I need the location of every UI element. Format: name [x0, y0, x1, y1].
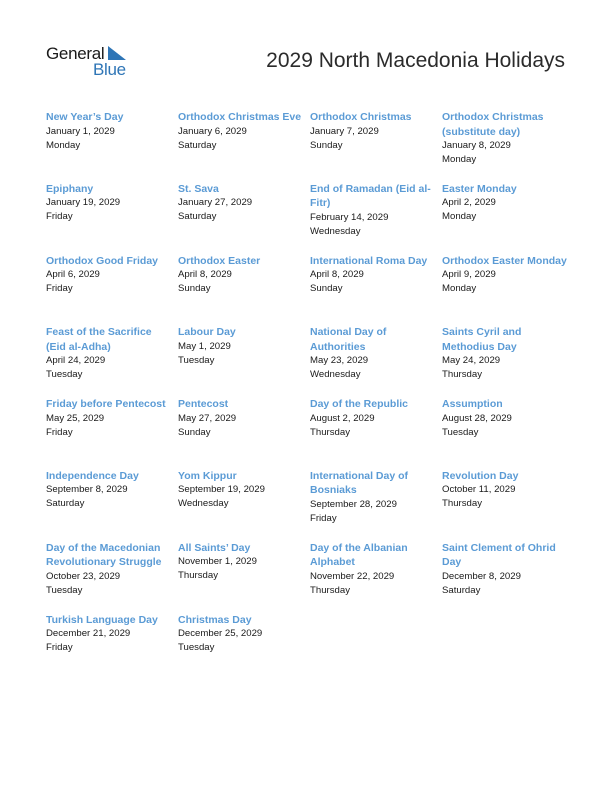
holiday-entry — [46, 539, 178, 611]
holiday-date: January 19, 2029 — [46, 197, 121, 209]
holiday-name: Revolution Day — [442, 469, 519, 482]
holiday-entry — [46, 611, 178, 683]
holiday-name: Day of the Albanian Alphabet — [310, 541, 408, 569]
holiday-name: End of Ramadan (Eid al-Fitr) — [310, 182, 431, 210]
holiday-date: September 19, 2029 — [178, 484, 265, 496]
holiday-weekday: Thursday — [310, 426, 350, 438]
holiday-weekday: Tuesday — [46, 369, 83, 381]
holiday-weekday: Monday — [442, 154, 477, 165]
holiday-weekday: Sunday — [310, 283, 343, 295]
holiday-name: Easter Monday — [442, 182, 517, 195]
holiday-name: Christmas Day — [178, 613, 252, 626]
holiday-entry — [178, 180, 310, 252]
logo-text-blue: Blue — [93, 60, 126, 79]
holiday-date: September 8, 2029 — [46, 484, 128, 496]
holiday-name: All Saints’ Day — [178, 541, 251, 554]
holiday-entry — [178, 395, 310, 467]
holiday-weekday: Thursday — [178, 570, 218, 582]
holiday-entry — [178, 467, 310, 539]
holiday-name: Epiphany — [46, 182, 94, 195]
holiday-name: International Roma Day — [310, 254, 428, 267]
holiday-entry — [442, 180, 574, 252]
holiday-weekday: Sunday — [178, 426, 211, 438]
holiday-date: April 8, 2029 — [178, 269, 232, 281]
holiday-name: New Year’s Day — [46, 111, 124, 123]
holiday-entry — [310, 467, 442, 539]
holiday-weekday: Thursday — [442, 369, 482, 381]
holiday-entry — [442, 108, 574, 180]
holiday-weekday: Tuesday — [46, 584, 83, 596]
holiday-date: November 1, 2029 — [178, 556, 257, 568]
holiday-name: Friday before Pentecost — [46, 398, 166, 411]
holiday-entry — [310, 180, 442, 252]
holiday-name: Orthodox Christmas Eve — [178, 111, 302, 123]
holiday-date: October 11, 2029 — [442, 484, 516, 496]
holiday-date: May 25, 2029 — [46, 412, 105, 424]
holiday-date: May 1, 2029 — [178, 340, 231, 352]
holiday-entry — [442, 539, 574, 611]
holiday-entry — [46, 252, 178, 324]
holiday-entry — [178, 252, 310, 324]
holiday-date: April 8, 2029 — [310, 269, 364, 281]
holiday-name: Pentecost — [178, 398, 229, 411]
holiday-name: Day of the Republic — [310, 398, 409, 411]
holiday-name: Yom Kippur — [178, 469, 237, 482]
holiday-weekday: Saturday — [178, 211, 217, 223]
holiday-name: Orthodox Christmas (substitute day) — [442, 111, 544, 138]
holiday-name: Orthodox Easter Monday — [442, 254, 567, 267]
holiday-weekday: Tuesday — [178, 354, 215, 366]
holiday-entry — [310, 539, 442, 611]
holiday-name: Assumption — [442, 398, 503, 411]
holiday-entry — [178, 611, 310, 683]
holiday-date: January 7, 2029 — [310, 125, 379, 137]
holiday-date: May 24, 2029 — [442, 355, 501, 367]
holiday-date: November 22, 2029 — [310, 570, 395, 582]
holiday-entry — [442, 467, 574, 539]
holiday-weekday: Monday — [46, 139, 81, 151]
holiday-weekday: Monday — [442, 283, 477, 295]
holiday-weekday: Friday — [46, 211, 73, 223]
holiday-entry — [310, 108, 442, 180]
holiday-date: April 24, 2029 — [46, 355, 106, 367]
holiday-date: August 2, 2029 — [310, 412, 375, 424]
logo-text-general: General — [46, 44, 105, 63]
holiday-date: January 8, 2029 — [442, 140, 511, 151]
holiday-entry — [178, 108, 310, 180]
holiday-weekday: Friday — [310, 512, 337, 524]
holiday-name: Turkish Language Day — [46, 613, 158, 626]
holiday-date: January 27, 2029 — [178, 197, 253, 209]
holiday-date: September 28, 2029 — [310, 498, 397, 510]
holiday-weekday: Tuesday — [442, 426, 479, 438]
holiday-name: National Day of Authorities — [310, 326, 387, 353]
holiday-weekday: Thursday — [442, 498, 482, 510]
holiday-date: December 25, 2029 — [178, 628, 263, 640]
holiday-entry — [46, 323, 178, 395]
holiday-name: Orthodox Easter — [178, 254, 261, 267]
holiday-name: Orthodox Good Friday — [46, 254, 158, 267]
holiday-name: Saints Cyril and Methodius Day — [442, 326, 522, 353]
holiday-name: Day of the Macedonian Revolutionary Struggle — [46, 541, 162, 569]
holiday-entry — [310, 323, 442, 395]
holiday-date: February 14, 2029 — [310, 211, 389, 223]
holiday-entry — [46, 108, 178, 180]
holiday-name: Labour Day — [178, 326, 236, 339]
holiday-weekday: Friday — [46, 426, 73, 438]
holiday-weekday: Friday — [46, 283, 73, 295]
logo-triangle-icon — [108, 46, 126, 60]
holiday-entry — [46, 467, 178, 539]
holiday-name: Saint Clement of Ohrid Day — [442, 541, 556, 569]
holiday-date: April 6, 2029 — [46, 269, 100, 281]
holiday-date: May 23, 2029 — [310, 355, 369, 367]
holiday-weekday: Saturday — [178, 139, 217, 151]
holiday-date: May 27, 2029 — [178, 412, 237, 424]
holiday-weekday: Sunday — [178, 283, 211, 295]
holiday-entry — [46, 395, 178, 467]
holiday-weekday: Wednesday — [310, 225, 361, 237]
holiday-date: October 23, 2029 — [46, 570, 121, 582]
logo — [46, 44, 136, 80]
holiday-entry — [310, 395, 442, 467]
holiday-date: April 9, 2029 — [442, 269, 496, 281]
holiday-entry — [442, 252, 574, 324]
holiday-date: January 1, 2029 — [46, 125, 115, 137]
holiday-date: December 8, 2029 — [442, 570, 521, 582]
holiday-name: Independence Day — [46, 469, 139, 482]
page-title: 2029 North Macedonia Holidays — [266, 49, 565, 72]
holiday-name: Orthodox Christmas — [310, 111, 412, 123]
holiday-date: August 28, 2029 — [442, 412, 512, 424]
holiday-weekday: Monday — [442, 211, 477, 223]
holiday-entry — [178, 539, 310, 611]
holiday-weekday: Wednesday — [310, 369, 361, 381]
holiday-weekday: Sunday — [310, 139, 343, 151]
holiday-entry — [442, 395, 574, 467]
holiday-weekday: Friday — [46, 642, 73, 654]
holiday-name: International Day of Bosniaks — [310, 469, 409, 497]
holiday-entry — [46, 180, 178, 252]
holiday-name: Feast of the Sacrifice (Eid al-Adha) — [46, 326, 152, 353]
holiday-weekday: Saturday — [46, 498, 85, 510]
holiday-entry — [178, 323, 310, 395]
holiday-entry — [442, 323, 574, 395]
holiday-entry — [310, 252, 442, 324]
holiday-weekday: Tuesday — [178, 642, 215, 654]
holiday-weekday: Thursday — [310, 584, 350, 596]
holiday-date: December 21, 2029 — [46, 628, 131, 640]
holiday-weekday: Saturday — [442, 584, 481, 596]
holiday-date: April 2, 2029 — [442, 197, 496, 209]
holiday-grid — [46, 108, 574, 682]
holiday-date: January 6, 2029 — [178, 125, 247, 137]
holiday-name: St. Sava — [178, 182, 219, 195]
holiday-weekday: Wednesday — [178, 498, 229, 510]
